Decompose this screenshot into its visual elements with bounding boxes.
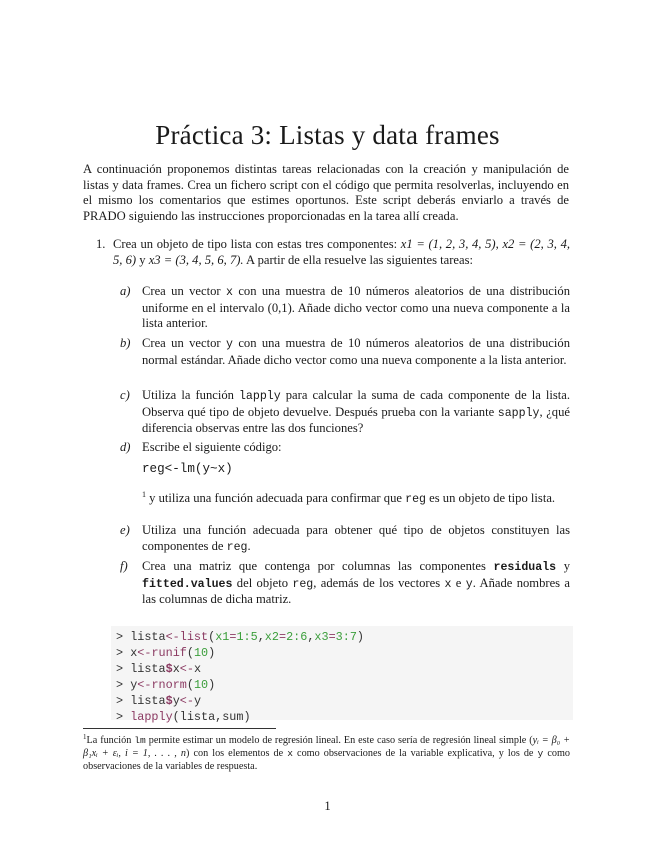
subitem-a: a) Crea un vector x con una muestra de 10 números aleatorios de una distribución uniforme en el intervalo (0,1). Añade dicho vector como una nueva componente a la lista anterior. bbox=[120, 284, 570, 331]
footnote-divider bbox=[83, 728, 276, 729]
code-line: > lapply(lista,sum) bbox=[116, 710, 251, 724]
page-title: Práctica 3: Listas y data frames bbox=[155, 120, 500, 151]
subitem-d-continuation: $^1$ y utiliza una función adecuada para confirmar que reg es un objeto de tipo lista. bbox=[142, 490, 556, 506]
subitem-e: e) Utiliza una función adecuada para obtener qué tipo de objetos constituyen las componentes de reg. bbox=[120, 523, 570, 554]
code-line: > x<-runif(10) bbox=[116, 646, 216, 660]
footnote: $^1$La función lm permite estimar un modelo de regresión lineal. En este caso sería de regresión lineal simple (yᵢ = β₀ + β₁xᵢ + εᵢ, i = 1, . . . , n) con los elementos de x como observaciones de la variable explicativa, y los de y como observaciones de la variables de respuesta. bbox=[83, 733, 571, 772]
subitem-c: c) Utiliza la función lapply para calcular la suma de cada componente de la lista. Observa qué tipo de objeto devuelve. Después prueba con la variante sapply, ¿qué diferencia observas entre las dos funciones? bbox=[120, 388, 570, 436]
subitem-f: f) Crea una matriz que contenga por columnas las componentes residuals y fitted.values del objeto reg, además de los vectores x e y. Añade nombres a las columnas de dicha matriz. bbox=[120, 559, 571, 607]
list-item-text: Crea un objeto de tipo lista con estas tres componentes: x1 = (1, 2, 3, 4, 5), x2 = (2, 3, 4, 5, 6) y x3 = (3, 4, 5, 6, 7). A partir de ella resuelve las siguientes tareas: bbox=[113, 237, 571, 267]
subitem-b: b) Crea un vector y con una muestra de 10 números aleatorios de una distribución normal estándar. Añade dicho vector como una nueva componente a la lista anterior. bbox=[120, 336, 570, 367]
list-item-number: 1. bbox=[96, 237, 106, 251]
r-code-block bbox=[111, 626, 573, 724]
code-line: > y<-rnorm(10) bbox=[116, 678, 216, 692]
code-line: > lista$y<-y bbox=[116, 694, 202, 708]
footnote-marker: 1 bbox=[142, 490, 146, 499]
list-item-1 bbox=[96, 237, 570, 268]
intro-paragraph: A continuación proponemos distintas tareas relacionadas con la creación y manipulación de listas y data frames. Crea un fichero script con el código que permita resolverlas, incluyendo en el mismo los comentarios que estimes oportunos. Este script deberás enviarlo a través de PRADO siguiendo las instrucciones proporcionadas en la tarea allí creada. bbox=[83, 162, 569, 223]
page-number: 1 bbox=[324, 799, 331, 813]
subitem-d: d) Escribe el siguiente código: bbox=[120, 440, 282, 454]
inline-code-reg: reg<-lm(y~x) bbox=[142, 462, 233, 476]
code-line: > lista$x<-x bbox=[116, 662, 202, 676]
code-line: > lista<-list(x1=1:5,x2=2:6,x3=3:7) bbox=[116, 630, 365, 644]
